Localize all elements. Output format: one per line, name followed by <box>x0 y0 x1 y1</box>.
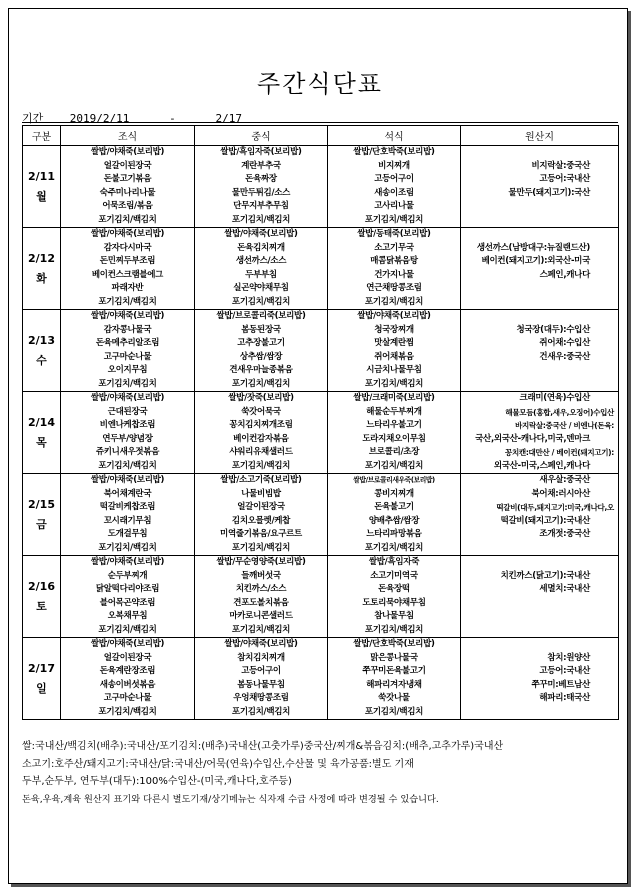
breakfast-item: 돈육메추리알조림 <box>95 338 160 348</box>
breakfast-item: 북어채계란국 <box>103 488 152 499</box>
origin-item: 참치:원양산 <box>547 652 590 663</box>
lunch-item: 쌀밥/잣죽(보리밥) <box>228 393 294 403</box>
day-row <box>23 392 619 474</box>
lunch-item: 얼갈이된장국 <box>237 502 285 512</box>
lunch-item: 마카로니콘샐러드 <box>229 611 293 621</box>
day-of-week: 수 <box>36 353 47 367</box>
breakfast-cell <box>61 310 195 392</box>
day-cell <box>23 474 61 556</box>
lunch-item: 들깨버섯국 <box>241 570 281 581</box>
day-date: 2/11 <box>28 169 55 183</box>
dinner-cell <box>328 310 461 392</box>
dinner-item: 고사리나물 <box>374 201 414 211</box>
dinner-cell <box>328 556 461 638</box>
breakfast-cell <box>61 474 195 556</box>
header-row <box>23 126 619 146</box>
lunch-item: 김치오믈렛/케찹 <box>231 515 291 526</box>
lunch-item: 쑥갓어묵국 <box>241 406 281 417</box>
origin-item: 새우살:중국산 <box>539 475 590 485</box>
breakfast-item: 쌀밥/야채죽(보리밥) <box>90 557 165 567</box>
period-dash: - <box>169 112 176 125</box>
origin-cell <box>461 392 619 474</box>
breakfast-item: 어묵조림/볶음 <box>102 201 153 211</box>
origin-item: 물만두(돼지고기):국산 <box>508 187 590 198</box>
lunch-item: 나물비빔밥 <box>241 488 281 499</box>
dinner-item: 맑은콩나물국 <box>370 652 418 663</box>
origin-item: 치킨까스(닭고기):국내산 <box>500 570 590 581</box>
origin-item: 바지락살:중국산 / 비엔나(돈육: <box>515 421 614 430</box>
breakfast-item: 포기김치/백김치 <box>98 378 157 389</box>
breakfast-item: 포기김치/백김치 <box>98 296 157 307</box>
breakfast-item: 도개걸무침 <box>107 529 148 539</box>
lunch-item: 쌀밥/야채죽(보리밥) <box>224 639 298 649</box>
origin-item <box>461 364 618 378</box>
lunch-item: 쌀밥/무순영양죽(보리밥) <box>216 557 306 567</box>
origin-item <box>461 310 618 324</box>
breakfast-item: 연두부/양념장 <box>102 433 153 444</box>
breakfast-item: 꼬시래기무침 <box>103 515 152 526</box>
origin-item: 해파리:태국산 <box>539 693 590 703</box>
origin-item <box>461 296 618 310</box>
lunch-item: 상추쌈/쌈장 <box>239 351 283 362</box>
dinner-item: 매콤닭볶음탕 <box>370 256 418 266</box>
origin-item: 세멸치:국내산 <box>539 584 590 594</box>
lunch-item: 견포도볼치볶음 <box>233 597 289 608</box>
dinner-item: 맛살계란찜 <box>374 338 414 348</box>
dinner-item: 느타리파망볶음 <box>366 529 422 539</box>
dinner-item: 콩비지찌개 <box>374 488 414 499</box>
dinner-item: 쑥갓나물 <box>378 693 410 703</box>
origin-cell <box>461 474 619 556</box>
dinner-item: 해파리겨자냉채 <box>366 679 422 690</box>
lunch-item: 포기김치/백김치 <box>231 542 291 553</box>
dinner-item: 쌀밥/브로콜리새우죽(보리밥) <box>353 476 435 484</box>
breakfast-item: 돈불고기볶음 <box>103 174 152 184</box>
lunch-cell <box>195 310 328 392</box>
origin-item: 청국장(대두):수입산 <box>516 324 590 335</box>
origin-item: 쭈꾸미:베트남산 <box>531 679 590 690</box>
origin-item: 북어채:러시아산 <box>531 488 590 499</box>
origin-item <box>461 200 618 214</box>
header-origin: 원산지 <box>461 126 619 146</box>
lunch-item: 두부부침 <box>245 269 277 280</box>
day-cell <box>23 310 61 392</box>
lunch-cell <box>195 228 328 310</box>
origin-cell <box>461 228 619 310</box>
origin-item <box>461 228 618 242</box>
origin-item: 떡갈비(대두,돼지고기:미국,캐나다,오 <box>496 503 614 512</box>
day-date: 2/13 <box>28 333 55 347</box>
period-end: 2/17 <box>215 112 242 125</box>
origin-item: 크래미(연육)수입산 <box>519 393 590 403</box>
day-of-week: 목 <box>36 435 47 449</box>
breakfast-item: 쌀밥/야채죽(보리밥) <box>90 639 165 649</box>
header-dinner: 석식 <box>328 126 461 146</box>
dinner-item: 비지찌개 <box>378 160 410 171</box>
day-cell <box>23 638 61 720</box>
dinner-item: 포기김치/백김치 <box>364 542 424 553</box>
breakfast-cell <box>61 638 195 720</box>
dinner-cell <box>328 474 461 556</box>
day-row <box>23 474 619 556</box>
period-divider <box>22 122 618 123</box>
footer-line: 돈육,우육,계육 원산지 표기와 다른시 별도기재/상기메뉴는 식자재 수급 사정에 따라 변경될 수 있습니다. <box>22 793 439 805</box>
lunch-item: 봄동나물무침 <box>237 679 285 690</box>
day-cell <box>23 556 61 638</box>
origin-item <box>461 706 618 720</box>
menu-body <box>23 146 619 720</box>
day-of-week: 화 <box>36 271 47 285</box>
origin-item <box>461 214 618 228</box>
origin-item: 베이컨(돼지고기):외국산-미국 <box>481 256 590 266</box>
lunch-item: 베이컨감자볶음 <box>233 433 289 444</box>
lunch-item: 견새우마늘종볶음 <box>229 365 293 375</box>
lunch-item: 쌀밥/흑임자죽(보리밥) <box>220 147 302 157</box>
lunch-item: 치킨까스/소스 <box>235 584 287 594</box>
lunch-item: 미역줄기볶음/요구르트 <box>220 529 302 539</box>
breakfast-item: 포기김치/백김치 <box>98 214 157 225</box>
dinner-item: 연근채땅콩조림 <box>366 283 422 293</box>
origin-item <box>461 597 618 611</box>
breakfast-item: 오이지무침 <box>107 365 148 375</box>
breakfast-item: 닭알떡다리야조림 <box>95 584 160 594</box>
breakfast-cell <box>61 392 195 474</box>
origin-item: 건새우:중국산 <box>539 351 590 362</box>
breakfast-item: 포기김치/백김치 <box>98 542 157 553</box>
origin-item <box>461 282 618 296</box>
period-row <box>22 110 242 126</box>
day-of-week: 토 <box>36 599 47 613</box>
day-date: 2/14 <box>28 415 55 429</box>
breakfast-item: 포기김치/백김치 <box>98 624 157 635</box>
breakfast-item: 베이컨스크램블에그 <box>91 269 164 280</box>
origin-item: 고등어:국내산 <box>539 174 590 184</box>
dinner-item: 포기김치/백김치 <box>364 624 424 635</box>
dinner-item: 포기김치/백김치 <box>364 378 424 389</box>
breakfast-item: 블어목곤약조림 <box>99 597 156 608</box>
dinner-item: 쌀밥/단호박죽(보리밥) <box>353 639 435 649</box>
lunch-item: 돈육김치찌개 <box>237 242 285 253</box>
breakfast-item: 쌀밥/야채죽(보리밥) <box>90 393 165 403</box>
day-row <box>23 556 619 638</box>
footer-line: 소고기:호주산/돼지고기:국내산/닭:국내산/어묵(연육)수입산,수산물 및 육가공품:별도 기재 <box>22 758 414 770</box>
origin-item <box>461 146 618 160</box>
dinner-item: 청국장찌개 <box>374 324 414 335</box>
period-start: 2019/2/11 <box>69 112 130 125</box>
breakfast-item: 비엔나케찹조림 <box>99 420 156 430</box>
origin-cell <box>461 310 619 392</box>
day-row <box>23 638 619 720</box>
lunch-item: 물만두튀김/소스 <box>231 187 291 198</box>
breakfast-item: 숙주미나리나물 <box>99 187 156 198</box>
dinner-item: 새송이조림 <box>374 187 414 198</box>
lunch-cell <box>195 638 328 720</box>
breakfast-item: 오복채무침 <box>107 611 148 621</box>
lunch-item: 포기김치/백김치 <box>231 378 291 389</box>
origin-item: 외국산-미국,스페인,캐나다 <box>493 460 590 471</box>
dinner-item: 쥐어채볶음 <box>374 351 414 362</box>
lunch-item: 봄동된장국 <box>241 324 281 335</box>
day-row <box>23 310 619 392</box>
lunch-item: 참치김치찌개 <box>237 652 285 663</box>
lunch-item: 쌀밥/야채죽(보리밥) <box>224 229 298 239</box>
breakfast-item: 쌀밥/야채죽(보리밥) <box>90 475 165 485</box>
breakfast-item: 고구마순나물 <box>103 351 152 362</box>
dinner-item: 양배추쌈/쌈장 <box>368 515 420 526</box>
day-of-week: 일 <box>36 681 47 695</box>
breakfast-item: 순두부찌개 <box>107 570 148 581</box>
dinner-item: 돈육불고기 <box>374 502 414 512</box>
breakfast-item: 떡갈비케찹조림 <box>99 502 156 512</box>
day-date: 2/12 <box>28 251 55 265</box>
origin-item <box>461 378 618 392</box>
day-date: 2/16 <box>28 579 55 593</box>
origin-item: 스페인,캐나다 <box>539 269 590 280</box>
origin-cell <box>461 638 619 720</box>
lunch-item: 단무지부추무침 <box>233 201 289 211</box>
dinner-item: 포기김치/백김치 <box>364 214 424 225</box>
dinner-item: 쌀밥/야채죽(보리밥) <box>357 311 431 321</box>
dinner-item: 소고기무국 <box>374 242 414 253</box>
breakfast-item: 파래자반 <box>111 283 144 293</box>
lunch-item: 포기김치/백김치 <box>231 460 291 471</box>
breakfast-item: 돈민찌두부조림 <box>99 256 156 266</box>
lunch-item: 계란부추국 <box>241 160 281 171</box>
day-cell <box>23 392 61 474</box>
day-date: 2/17 <box>28 661 55 675</box>
day-cell <box>23 228 61 310</box>
dinner-item: 쌀밥/단호박죽(보리밥) <box>353 147 435 157</box>
dinner-item: 쌀밥/동태죽(보리밥) <box>357 229 431 239</box>
lunch-item: 실곤약야채무침 <box>233 283 289 293</box>
footer-line: 두부,순두부, 연두부(대두):100%수입산-(미국,캐나다,호주등) <box>22 776 292 787</box>
origin-item: 비지락살:중국산 <box>531 160 590 171</box>
header-breakfast: 조식 <box>61 126 195 146</box>
page-title: 주간식단표 <box>257 70 383 98</box>
dinner-item: 포기김치/백김치 <box>364 706 424 717</box>
lunch-cell <box>195 392 328 474</box>
lunch-item: 포기김치/백김치 <box>231 296 291 307</box>
origin-item: 고등어:국내산 <box>539 666 590 676</box>
dinner-item: 쌀밥/흑임자죽 <box>368 557 420 567</box>
dinner-item: 브로콜리/초장 <box>368 447 420 457</box>
dinner-item: 소고기미역국 <box>370 570 418 581</box>
breakfast-item: 쌀밥/야채죽(보리밥) <box>90 229 165 239</box>
origin-item <box>461 542 618 556</box>
lunch-item: 꽁치김치찌개조림 <box>229 420 293 430</box>
breakfast-item: 포기김치/백김치 <box>98 460 157 471</box>
lunch-item: 쌀밥/브로콜리죽(보리밥) <box>216 311 306 321</box>
lunch-item: 샤워리유채샐러드 <box>229 447 293 457</box>
dinner-item: 도라지채오이무침 <box>362 433 426 444</box>
dinner-item: 쭈꾸미돈육불고기 <box>362 666 426 676</box>
breakfast-item: 근대된장국 <box>107 406 148 417</box>
lunch-item: 포기김치/백김치 <box>231 624 291 635</box>
dinner-cell <box>328 638 461 720</box>
breakfast-item: 새송이버섯볶음 <box>99 679 156 690</box>
origin-item: 쥐어채:수입산 <box>539 338 590 348</box>
dinner-item: 포기김치/백김치 <box>364 460 424 471</box>
dinner-item: 고등어구이 <box>374 174 414 184</box>
lunch-item: 쌀밥/소고기죽(보리밥) <box>220 475 302 485</box>
period-label: 기간 <box>22 112 44 125</box>
origin-item: 꽁치캔:대만산 / 베이컨(돼지고기): <box>505 448 614 457</box>
origin-item: 생선까스(남방대구:뉴질랜드산) <box>476 242 590 253</box>
breakfast-item: 얼갈이된장국 <box>103 160 152 171</box>
day-of-week: 월 <box>36 189 47 203</box>
origin-item <box>461 610 618 624</box>
dinner-cell <box>328 392 461 474</box>
dinner-cell <box>328 228 461 310</box>
dinner-item: 시금치나물무침 <box>366 365 422 375</box>
footer-line: 쌀:국내산/백김치(배추):국내산/포기김치:(배추)국내산(고춧가루)중국산/찌개&볶음김치:(배추,고추가루)국내산 <box>22 741 504 752</box>
breakfast-item: 쥬키니새우젓볶음 <box>95 447 160 457</box>
lunch-item: 포기김치/백김치 <box>231 706 291 717</box>
lunch-cell <box>195 556 328 638</box>
lunch-item: 우엉채땅콩조림 <box>233 693 289 703</box>
dinner-item: 포기김치/백김치 <box>364 296 424 307</box>
lunch-item: 포기김치/백김치 <box>231 214 291 225</box>
breakfast-cell <box>61 228 195 310</box>
day-row <box>23 146 619 228</box>
header-lunch: 중식 <box>195 126 328 146</box>
dinner-item: 쌀밥/크래미죽(보리밥) <box>353 393 435 403</box>
dinner-item: 건가지나물 <box>374 269 414 280</box>
lunch-item: 생선까스/소스 <box>235 256 287 266</box>
lunch-item: 돈육짜장 <box>245 174 277 184</box>
origin-item: 해물모듬(홍합,새우,오징어)수입산 <box>505 407 614 417</box>
breakfast-item: 쌀밥/야채죽(보리밥) <box>90 147 165 157</box>
lunch-cell <box>195 474 328 556</box>
breakfast-item: 고구마순나물 <box>103 693 152 703</box>
dinner-cell <box>328 146 461 228</box>
day-row <box>23 228 619 310</box>
dinner-item: 해물순두부찌개 <box>366 406 422 417</box>
lunch-item: 고등어구이 <box>241 666 281 676</box>
breakfast-item: 쌀밥/야채죽(보리밥) <box>90 311 165 321</box>
lunch-cell <box>195 146 328 228</box>
dinner-item: 느타리우불고기 <box>366 420 422 430</box>
dinner-item: 도토리묵야채무침 <box>362 597 426 608</box>
day-cell <box>23 146 61 228</box>
dinner-item: 참나물무침 <box>374 611 414 621</box>
breakfast-item: 얼갈이된장국 <box>103 652 152 663</box>
dinner-item: 돈육장떡 <box>378 584 410 594</box>
origin-item <box>461 624 618 638</box>
header-category: 구분 <box>23 126 61 146</box>
day-date: 2/15 <box>28 497 55 511</box>
origin-item <box>461 638 618 652</box>
origin-item: 조개젓:중국산 <box>539 529 590 539</box>
lunch-item: 고추장불고기 <box>237 338 285 348</box>
breakfast-item: 감자다시마국 <box>103 242 152 253</box>
menu-table <box>22 125 619 720</box>
origin-item: 국산,외국산-캐나다,미국,덴마크 <box>475 433 590 444</box>
origin-item <box>461 556 618 570</box>
breakfast-cell <box>61 556 195 638</box>
origin-item: 떡갈비(돼지고기):국내산 <box>500 515 590 526</box>
origin-cell <box>461 146 619 228</box>
origin-cell <box>461 556 619 638</box>
footer-notes <box>22 738 622 808</box>
breakfast-item: 감자콩나물국 <box>103 324 152 335</box>
breakfast-cell <box>61 146 195 228</box>
breakfast-item: 돈육계란장조림 <box>99 666 156 676</box>
breakfast-item: 포기김치/백김치 <box>98 706 157 717</box>
day-of-week: 금 <box>36 517 47 531</box>
